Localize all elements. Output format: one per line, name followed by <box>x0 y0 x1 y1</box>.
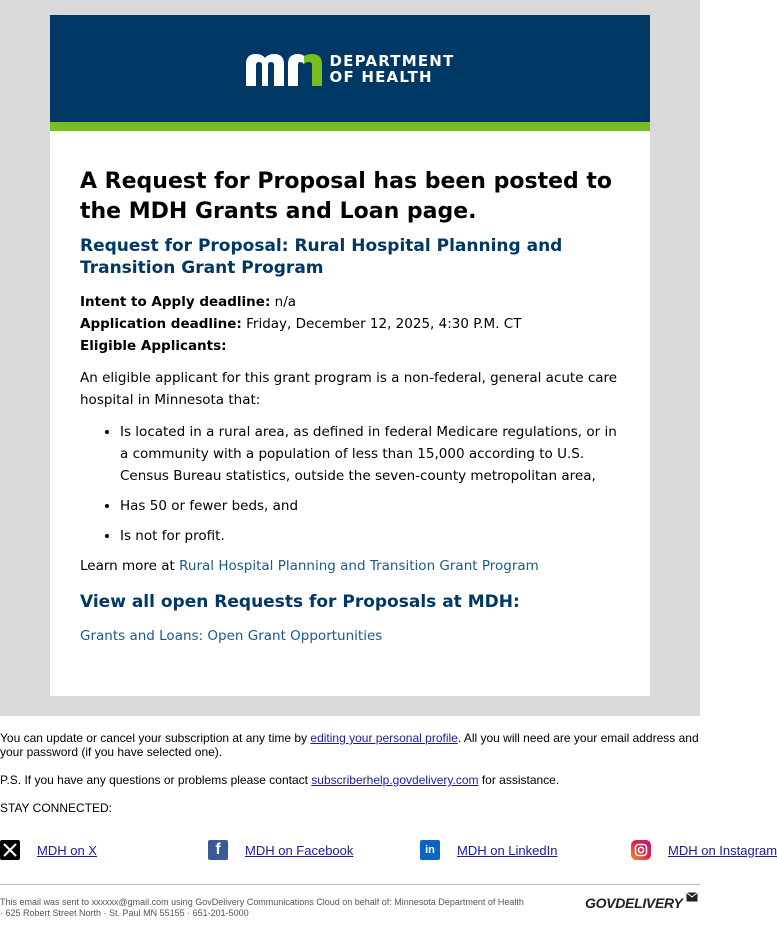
eligibility-list <box>80 421 620 547</box>
intent-deadline-row <box>80 291 620 313</box>
application-deadline-row <box>80 313 620 335</box>
header-banner <box>50 15 650 122</box>
social-item-linkedin <box>420 839 557 861</box>
sent-info-line2: · 625 Robert Street North · St. Paul MN 55155 · 651-201-5000 <box>0 908 249 918</box>
sent-info <box>0 897 590 919</box>
facebook-icon[interactable]: f <box>208 840 228 860</box>
linkedin-icon[interactable]: in <box>420 840 440 860</box>
application-deadline-label: Application deadline: <box>80 316 242 332</box>
email-footer <box>0 731 700 829</box>
mn-logo-icon <box>246 52 322 86</box>
social-item-instagram <box>631 839 777 861</box>
subscription-note <box>0 731 700 759</box>
intent-deadline-value: n/a <box>270 294 297 310</box>
deadline-info <box>80 291 620 357</box>
page-title: A Request for Proposal has been posted to the MDH Grants and Loan page. <box>80 169 613 224</box>
learn-more-prefix: Learn more at <box>80 558 180 574</box>
footer-divider <box>0 884 700 885</box>
intent-deadline-label: Intent to Apply deadline: <box>80 294 271 310</box>
edit-profile-link[interactable]: editing your personal profile <box>310 731 458 745</box>
learn-more <box>80 555 620 577</box>
instagram-icon[interactable] <box>631 840 651 860</box>
list-item: • Has 50 or fewer beds, and <box>120 495 620 517</box>
social-item-facebook <box>208 839 353 861</box>
email-card <box>50 15 650 696</box>
subscription-text: You can update or cancel your subscription at any time by <box>0 731 311 745</box>
logo-text-line2: OF HEALTH <box>329 67 433 86</box>
subscription-text-end: . All you will need are your email address and your password (if you have selected one). <box>0 731 699 759</box>
social-link-x[interactable]: MDH on X <box>37 842 97 858</box>
social-link-linkedin[interactable]: MDH on LinkedIn <box>457 842 558 858</box>
grants-link[interactable]: Grants and Loans: Open Grant Opportunities <box>80 628 383 644</box>
mdh-logo <box>246 52 455 86</box>
view-all-heading: View all open Requests for Proposals at MDH: <box>80 592 520 612</box>
social-link-facebook[interactable]: MDH on Facebook <box>245 842 354 858</box>
subscriber-help-link[interactable]: subscriberhelp.govdelivery.com <box>311 773 479 787</box>
logo-text-line1: DEPARTMENT <box>329 51 455 70</box>
rfp-heading: Request for Proposal: Rural Hospital Planning and Transition Grant Program <box>80 236 563 278</box>
eligible-applicants-row <box>80 335 620 357</box>
green-accent-bar <box>50 122 650 131</box>
list-item: • Is located in a rural area, as defined in federal Medicare regulations, or in a community with a population of less than 15,000 according to U.S. Census Bureau statistics, outside the seven-county metropolitan area, <box>120 421 620 487</box>
social-links <box>0 839 777 861</box>
application-deadline-value: Friday, December 12, 2025, 4:30 P.M. CT <box>241 316 522 332</box>
ps-text-end: for assistance. <box>478 773 560 787</box>
envelope-icon <box>686 892 698 902</box>
eligibility-intro: An eligible applicant for this grant program is a non-federal, general acute care hospital in Minnesota that: <box>80 370 618 408</box>
email-content <box>50 131 650 647</box>
sent-info-line1: This email was sent to xxxxxx@gmail.com using GovDelivery Communications Cloud on behalf of: Minnesota Department of Health <box>0 897 524 907</box>
social-link-instagram[interactable]: MDH on Instagram <box>668 842 777 858</box>
govdelivery-logo: GOVDELIVERY <box>585 895 683 911</box>
eligible-applicants-label: Eligible Applicants: <box>80 338 227 354</box>
ps-text: P.S. If you have any questions or problems please contact <box>0 773 312 787</box>
list-item: • Is not for profit. <box>120 525 620 547</box>
social-item-x <box>0 839 97 861</box>
x-icon[interactable] <box>0 840 20 860</box>
program-link[interactable]: Rural Hospital Planning and Transition Grant Program <box>179 558 539 574</box>
grants-link-row <box>80 625 620 647</box>
stay-connected-label: STAY CONNECTED: <box>0 801 113 815</box>
ps-note <box>0 773 700 787</box>
